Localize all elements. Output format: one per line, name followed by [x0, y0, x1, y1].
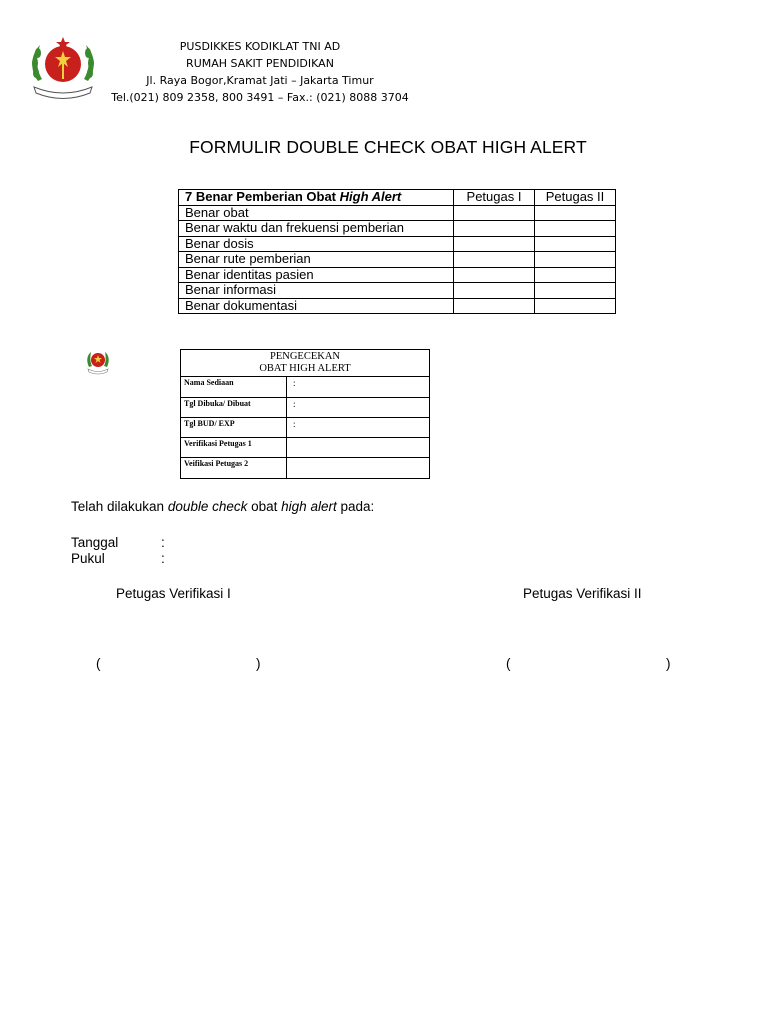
- petugas-2-check-cell[interactable]: [535, 221, 616, 237]
- tgl-bud-label: Tgl BUD/ EXP: [181, 418, 287, 438]
- right-label: Benar dosis: [179, 236, 454, 252]
- table-row: [179, 283, 616, 299]
- petugas-2-column-header: Petugas II: [535, 190, 616, 206]
- label-title-line-1: PENGECEKAN: [270, 351, 340, 362]
- right-label: Benar waktu dan frekuensi pemberian: [179, 221, 454, 237]
- signature-2-name-field[interactable]: [514, 654, 662, 674]
- label-title-line-2: OBAT HIGH ALERT: [259, 363, 351, 374]
- petugas-2-check-cell[interactable]: [535, 205, 616, 221]
- label-table-title: [181, 350, 430, 377]
- petugas-1-check-cell[interactable]: [454, 236, 535, 252]
- petugas-2-check-cell[interactable]: [535, 298, 616, 314]
- pukul-colon: :: [161, 551, 165, 566]
- tanggal-field[interactable]: [176, 535, 376, 551]
- table-row: [179, 236, 616, 252]
- right-label: Benar obat: [179, 205, 454, 221]
- signature-1-close-paren: ): [256, 656, 261, 671]
- signature-2-close-paren: ): [666, 656, 671, 671]
- table-row: [181, 458, 430, 479]
- table-row: [181, 438, 430, 458]
- hospital-name: RUMAH SAKIT PENDIDIKAN: [186, 57, 334, 70]
- table-row: [181, 418, 430, 438]
- contact-info: Tel.(021) 809 2358, 800 3491 – Fax.: (021) 8088 3704: [111, 91, 409, 104]
- table-header-row: [179, 190, 616, 206]
- verifikasi-petugas-1-label: Verifikasi Petugas 1: [181, 438, 287, 458]
- table-row: [179, 205, 616, 221]
- verifikasi-petugas-2-label: Veifikasi Petugas 2: [181, 458, 287, 479]
- institution-name: PUSDIKKES KODIKLAT TNI AD: [179, 40, 341, 53]
- petugas-1-check-cell[interactable]: [454, 267, 535, 283]
- nama-sediaan-label: Nama Sediaan: [181, 377, 287, 398]
- rights-column-header: 7 Benar Pemberian Obat High Alert: [179, 190, 454, 206]
- tgl-dibuka-field[interactable]: :: [287, 398, 430, 418]
- table-row: [179, 252, 616, 268]
- pukul-field[interactable]: [176, 551, 376, 567]
- seven-rights-table: [178, 189, 616, 314]
- high-alert-label-table: [180, 349, 430, 479]
- petugas-1-check-cell[interactable]: [454, 298, 535, 314]
- tgl-dibuka-label: Tgl Dibuka/ Dibuat: [181, 398, 287, 418]
- verifikasi-petugas-1-field[interactable]: [287, 438, 430, 458]
- petugas-1-check-cell[interactable]: [454, 252, 535, 268]
- signature-1-name-field[interactable]: [104, 654, 252, 674]
- verifikasi-petugas-2-field[interactable]: [287, 458, 430, 479]
- right-label: Benar rute pemberian: [179, 252, 454, 268]
- petugas-1-check-cell[interactable]: [454, 221, 535, 237]
- nama-sediaan-field[interactable]: :: [287, 377, 430, 398]
- table-row: [181, 377, 430, 398]
- table-row: [179, 221, 616, 237]
- petugas-2-check-cell[interactable]: [535, 267, 616, 283]
- right-label: Benar identitas pasien: [179, 267, 454, 283]
- petugas-verifikasi-1-label: Petugas Verifikasi I: [116, 586, 231, 601]
- right-label: Benar informasi: [179, 283, 454, 299]
- table-row: [179, 298, 616, 314]
- petugas-1-check-cell[interactable]: [454, 283, 535, 299]
- petugas-1-check-cell[interactable]: [454, 205, 535, 221]
- right-label: Benar dokumentasi: [179, 298, 454, 314]
- address: Jl. Raya Bogor,Kramat Jati – Jakarta Timur: [146, 74, 374, 87]
- petugas-verifikasi-2-label: Petugas Verifikasi II: [523, 586, 642, 601]
- signature-2-open-paren: (: [506, 656, 511, 671]
- double-check-statement: Telah dilakukan double check obat high alert pada:: [71, 499, 375, 514]
- signature-1-open-paren: (: [96, 656, 101, 671]
- petugas-2-check-cell[interactable]: [535, 283, 616, 299]
- petugas-2-check-cell[interactable]: [535, 252, 616, 268]
- tanggal-colon: :: [161, 535, 165, 550]
- tanggal-label: Tanggal: [71, 535, 119, 550]
- pukul-label: Pukul: [71, 551, 105, 566]
- label-table-header: [181, 350, 430, 377]
- form-title: FORMULIR DOUBLE CHECK OBAT HIGH ALERT: [189, 137, 587, 157]
- tgl-bud-field[interactable]: :: [287, 418, 430, 438]
- table-row: [179, 267, 616, 283]
- petugas-1-column-header: Petugas I: [454, 190, 535, 206]
- table-row: [181, 398, 430, 418]
- petugas-2-check-cell[interactable]: [535, 236, 616, 252]
- hospital-logo: [26, 33, 100, 103]
- label-logo: [85, 349, 111, 375]
